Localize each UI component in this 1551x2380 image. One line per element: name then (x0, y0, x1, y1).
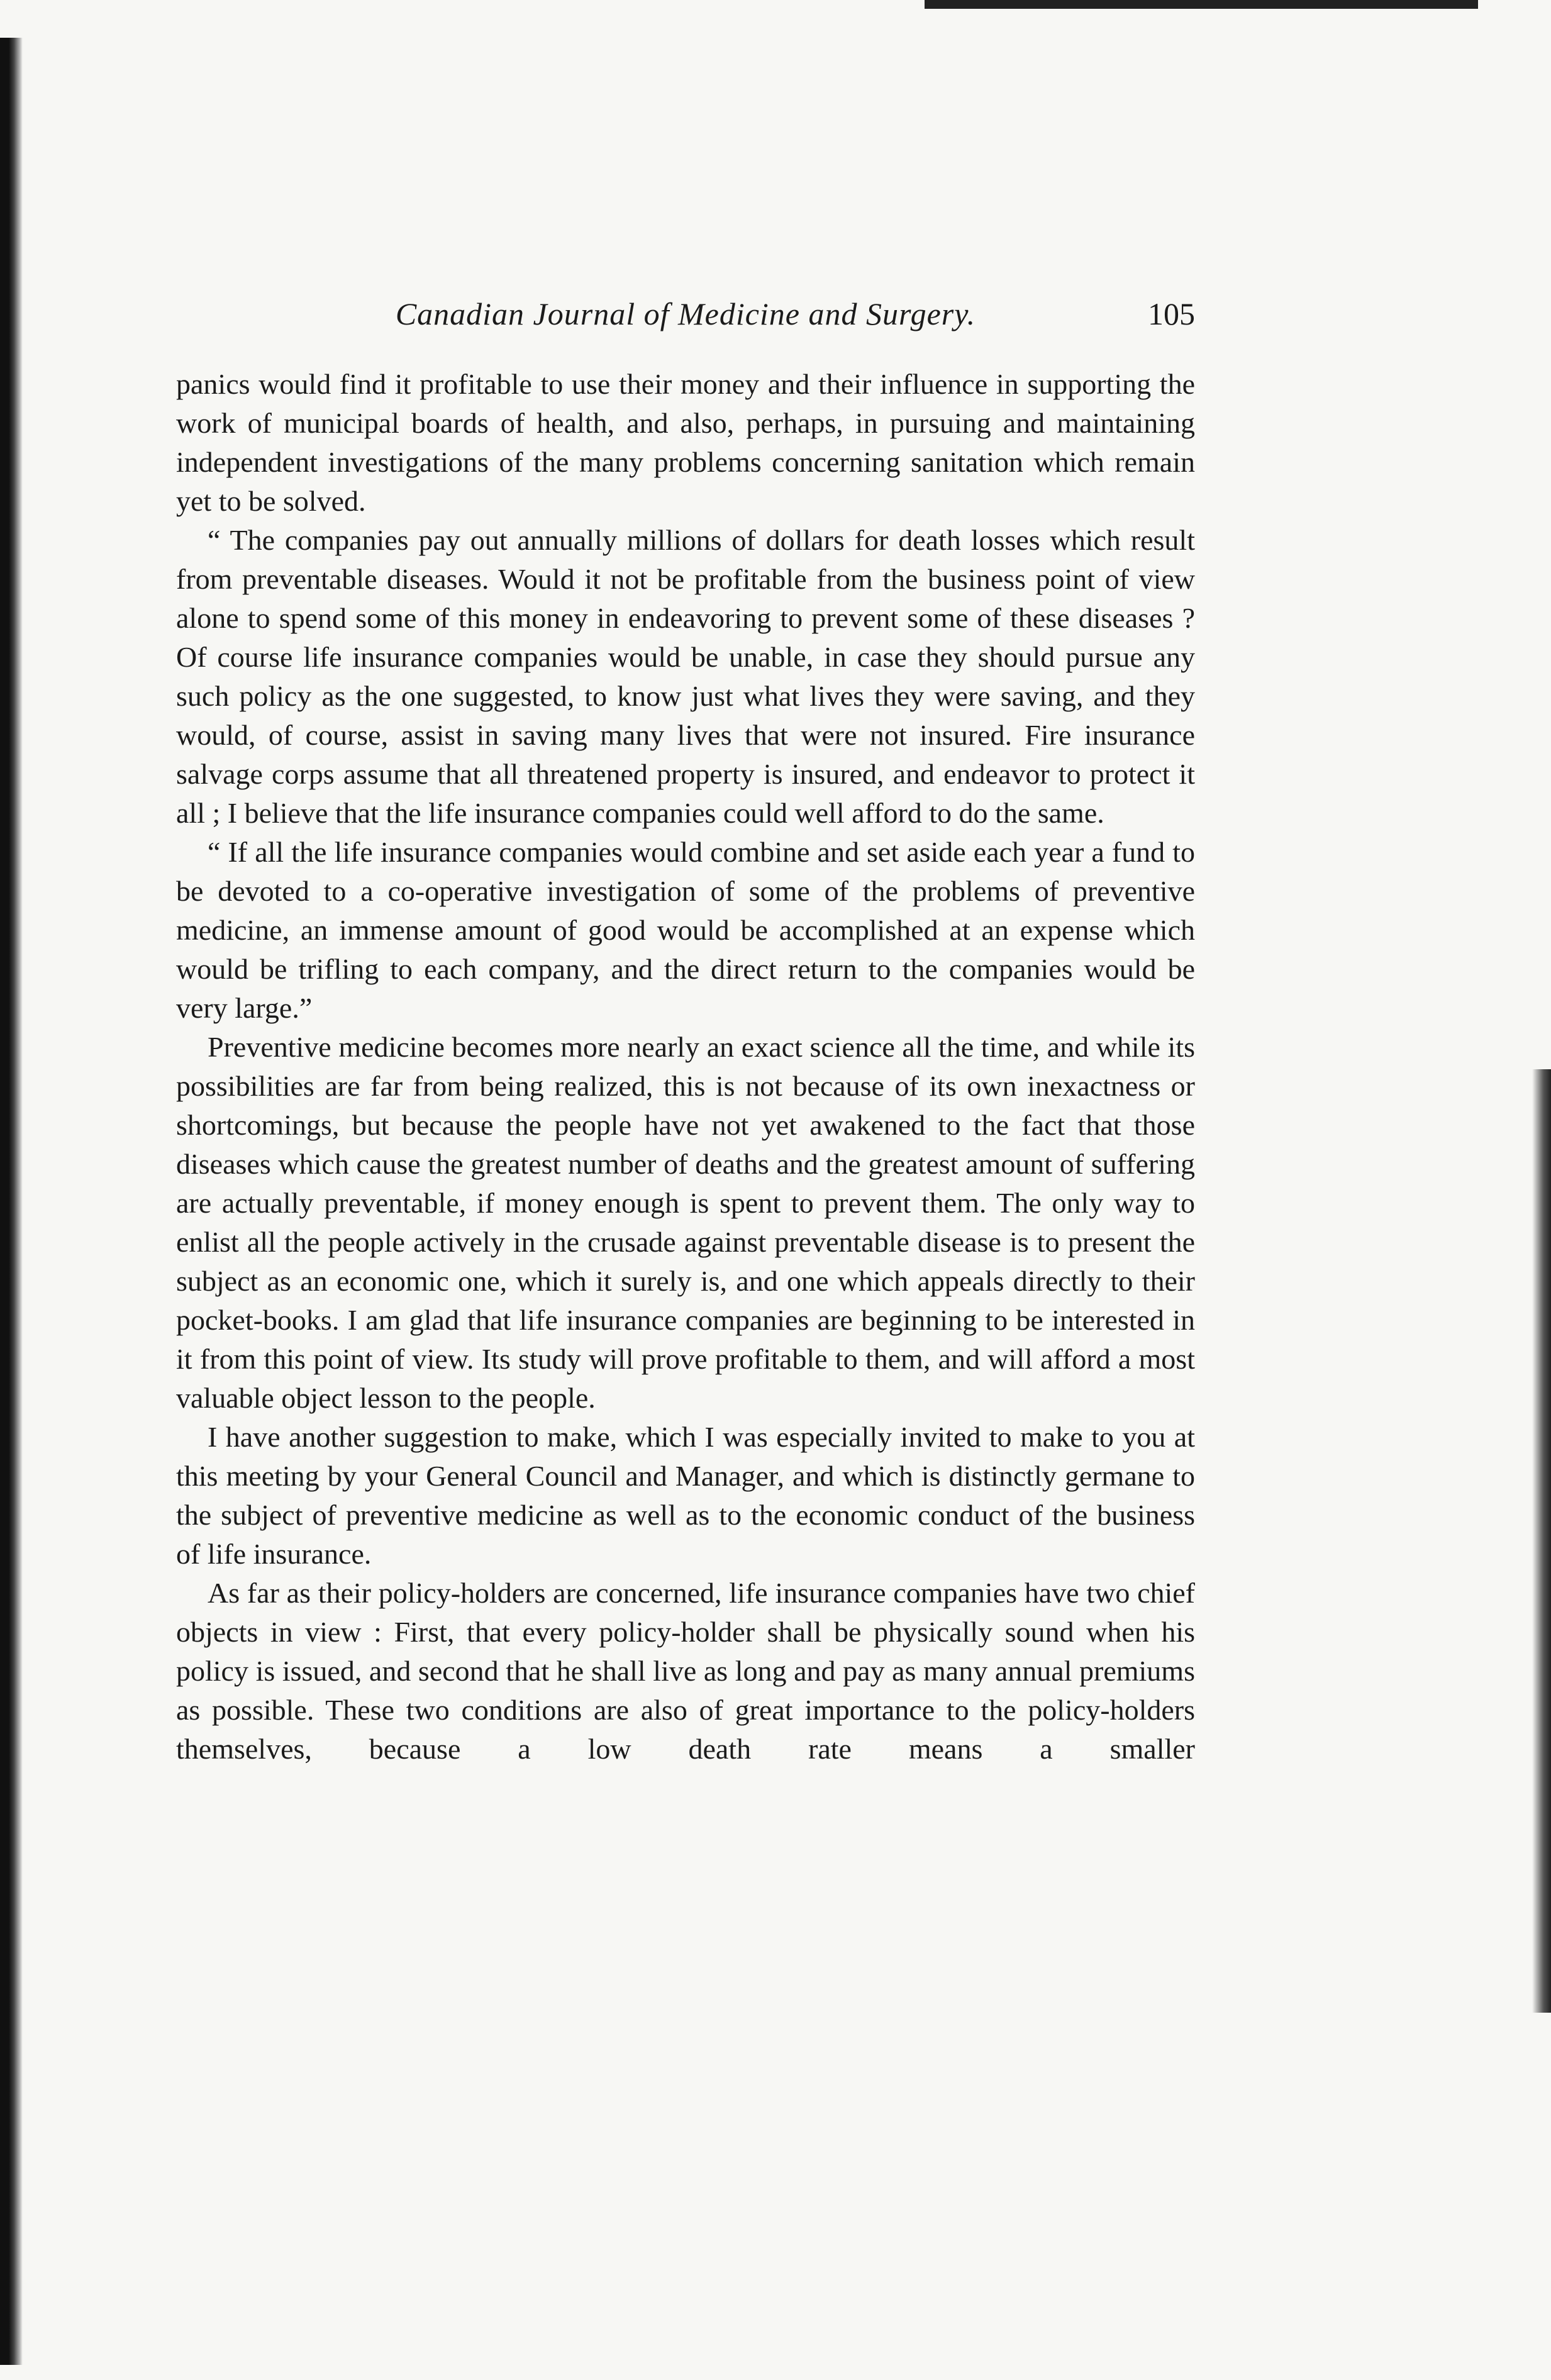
journal-title: Canadian Journal of Medicine and Surgery. (395, 296, 976, 331)
paragraph-suggestion: I have another suggestion to make, which I was especially invited to make to you at this meeting by your General Council and Manager, and which is distinctly germane to the subject of preventive medicine as well as to the economic conduct of the business of life insurance. (176, 1421, 1195, 1570)
paragraph-preventive-medicine: Preventive medicine becomes more nearly an exact science all the time, and while its possibilities are far from being realized, this is not because of its own inexactness or shortcomings, but because the people have not yet awakened to the fact that those diseases which cause the greatest number of deaths and the greatest amount of suffering are actually preventable, if money enough is spent to prevent them. The only way to enlist all the people actively in the crusade against preventable disease is to present the subject as an economic one, which it surely is, and one which appeals directly to their pocket-books. I am glad that life insurance companies are beginning to be interested in it from this point of view. Its study will prove profitable to them, and will afford a most valuable object lesson to the people. (176, 1031, 1195, 1414)
page (176, 296, 1195, 1769)
page-number: 105 (1148, 296, 1195, 331)
scan-edge-left (0, 38, 23, 2365)
paragraph-continuation: panics would find it profitable to use their money and their influence in supporting the work of municipal boards of health, and also, perhaps, in pursuing and maintaining independent investigations of the many problems concerning sanitation which remain yet to be solved. (176, 368, 1195, 517)
scan-edge-top (925, 0, 1478, 9)
paragraph-quote-companies: “ The companies pay out annually millions of dollars for death losses which result from preventable diseases. Would it not be profitable from the business point of view alone to spend some of this money in endeavoring to prevent some of these diseases ? Of course life insurance companies would be unable, in case they should pursue any such policy as the one suggested, to know just what lives they were saving, and they would, of course, assist in saving many lives that were not insured. Fire insurance salvage corps assume that all threatened property is insured, and endeavor to protect it all ; I believe that the life insurance companies could well afford to do the same. (176, 524, 1195, 829)
running-head (176, 296, 1195, 352)
paragraph-quote-fund: “ If all the life insurance companies would combine and set aside each year a fund to be devoted to a co-operative investigation of some of the problems of preventive medicine, an immense amount of good would be accomplished at an expense which would be trifling to each company, and the direct return to the companies would be very large.” (176, 836, 1195, 1024)
scan-edge-right (1532, 1069, 1551, 2013)
paragraph-policy-holders: As far as their policy-holders are concerned, life insurance companies have two chief objects in view : First, that every policy-holder shall be physically sound when his policy is issued, and second that he shall live as long and pay as many annual premiums as possible. These two conditions are also of great importance to the policy-holders themselves, because a low death rate means a smaller (176, 1577, 1195, 1765)
